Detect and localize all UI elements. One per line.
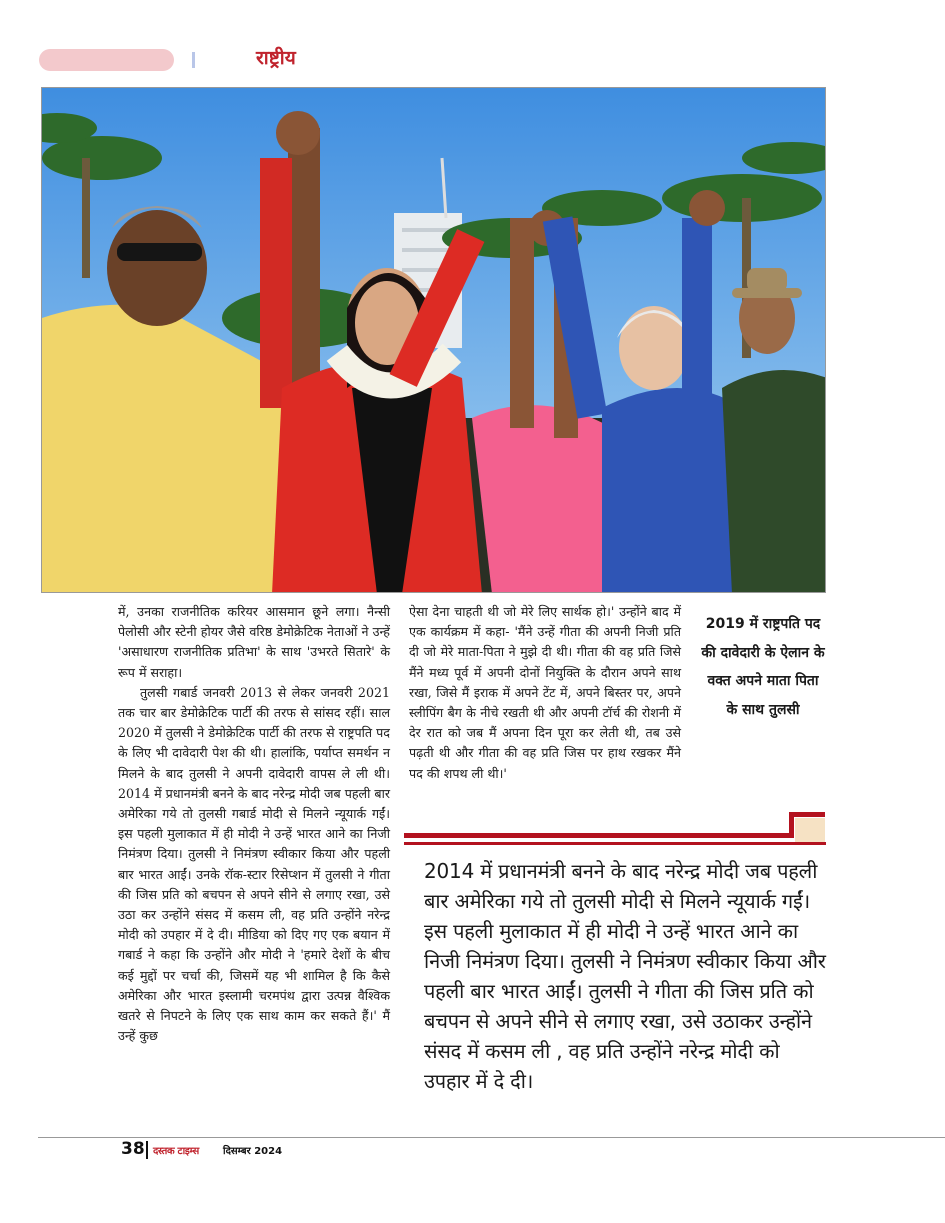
article-paragraph: में, उनका राजनीतिक करियर आसमान छूने लगा। नैन्सी पेलोसी और स्टेनी होयर जैसे वरिष्ठ डेमोक्रेटिक नेताओं ने उन्हें 'असाधारण राजनीतिक प्रतिभा' के साथ 'उभरते सितारे' के रूप में सराहा।	[118, 604, 390, 680]
article-column-2	[409, 602, 681, 784]
footer-rule	[38, 1137, 945, 1138]
header-decoration-tick	[192, 52, 195, 68]
magazine-logo: दस्तक टाइम्स	[153, 1146, 199, 1157]
pullquote-rule	[404, 833, 790, 838]
lead-photo	[41, 87, 826, 593]
section-title: राष्ट्रीय	[256, 47, 296, 69]
header-decoration-pill	[39, 49, 174, 71]
pullquote-corner-box	[795, 818, 825, 842]
pull-quote: 2014 में प्रधानमंत्री बनने के बाद नरेन्द्र मोदी जब पहली बार अमेरिका गये तो तुलसी मोदी से मिलने न्यूयार्क गईं। इस पहली मुलाकात में ही मोदी ने उन्हें भारत आने का निजी निमंत्रण दिया। तुलसी ने निमंत्रण स्वीकार किया और पहली बार भारत आईं। तुलसी ने गीता की जिस प्रति को बचपन से अपने सीने से लगाए रखा, उसे उठाकर उन्होंने संसद में कसम ली , वह प्रति उन्होंने नरेन्द्र मोदी को उपहार में दे दी।	[424, 859, 826, 1093]
pullquote-rule-thin	[404, 842, 826, 845]
article-paragraph: ऐसा देना चाहती थी जो मेरे लिए सार्थक हो।' उन्होंने बाद में एक कार्यक्रम में कहा- 'मैंने उन्हें गीता की अपनी निजी प्रति दी जो मेरे माता-पिता ने मुझे दी थी। गीता की वह प्रति जिसे मैंने मध्य पूर्व में अपनी दोनों नियुक्ति के दौरान अपने साथ रखा, जिसे मैं इराक में अपने टेंट में, अपने बिस्तर पर, अपने स्लीपिंग बैग के नीचे रखती थी और अपनी टॉर्च की रोशनी में देर रात को जब मैं अपना दिन पूरा कर लेती थी, तब उसे पढ़ती थी और गीता की वह प्रति जिस पर हाथ रखकर मैंने पद की शपथ ली थी।'	[409, 604, 681, 781]
footer-separator	[146, 1141, 148, 1159]
article-column-1	[118, 602, 390, 1046]
photo-caption: 2019 में राष्ट्रपति पद की दावेदारी के ऐलान के वक्त अपने माता पिता के साथ तुलसी	[701, 616, 825, 718]
pullquote-corner-horizontal	[789, 812, 825, 817]
issue-date: दिसम्बर 2024	[223, 1146, 283, 1157]
page-number: 38	[121, 1139, 145, 1159]
article-paragraph: तुलसी गबार्ड जनवरी 2013 से लेकर जनवरी 2021 तक चार बार डेमोक्रेटिक पार्टी की तरफ से सांसद रहीं। साल 2020 में तुलसी ने डेमोक्रेटिक पार्टी की तरफ से राष्ट्रपति पद के लिए भी दावेदारी पेश की थी। हालांकि, पर्याप्त समर्थन न मिलने के बाद तुलसी ने अपनी दावेदारी वापस ले ली थी। 2014 में प्रधानमंत्री बनने के बाद नरेन्द्र मोदी जब पहली बार अमेरिका गये तो तुलसी गबार्ड मोदी से मिलने न्यूयार्क गईं। इस पहली मुलाकात में ही मोदी ने उन्हें भारत आने का निजी निमंत्रण दिया। तुलसी ने निमंत्रण स्वीकार किया और पहली बार भारत आईं। उनके रॉक-स्टार रिसेप्शन में तुलसी ने गीता की जिस प्रति को बचपन से अपने सीने से लगाए रखा, उसे उठा कर उन्होंने संसद में कसम ली, वह प्रति उन्होंने नरेन्द्र मोदी को उपहार में दे दी। मीडिया को दिए गए एक बयान में गबार्ड ने कहा कि उन्होंने और मोदी ने 'हमारे देशों के बीच कई मुद्दों पर चर्चा की, जिसमें यह भी शामिल है कि कैसे अमेरिका और भारत इस्लामी चरमपंथ द्वारा उत्पन्न वैश्विक खतरे से निपटने के लिए एक साथ काम कर सकते हैं।' मैं उन्हें कुछ	[118, 684, 390, 1044]
